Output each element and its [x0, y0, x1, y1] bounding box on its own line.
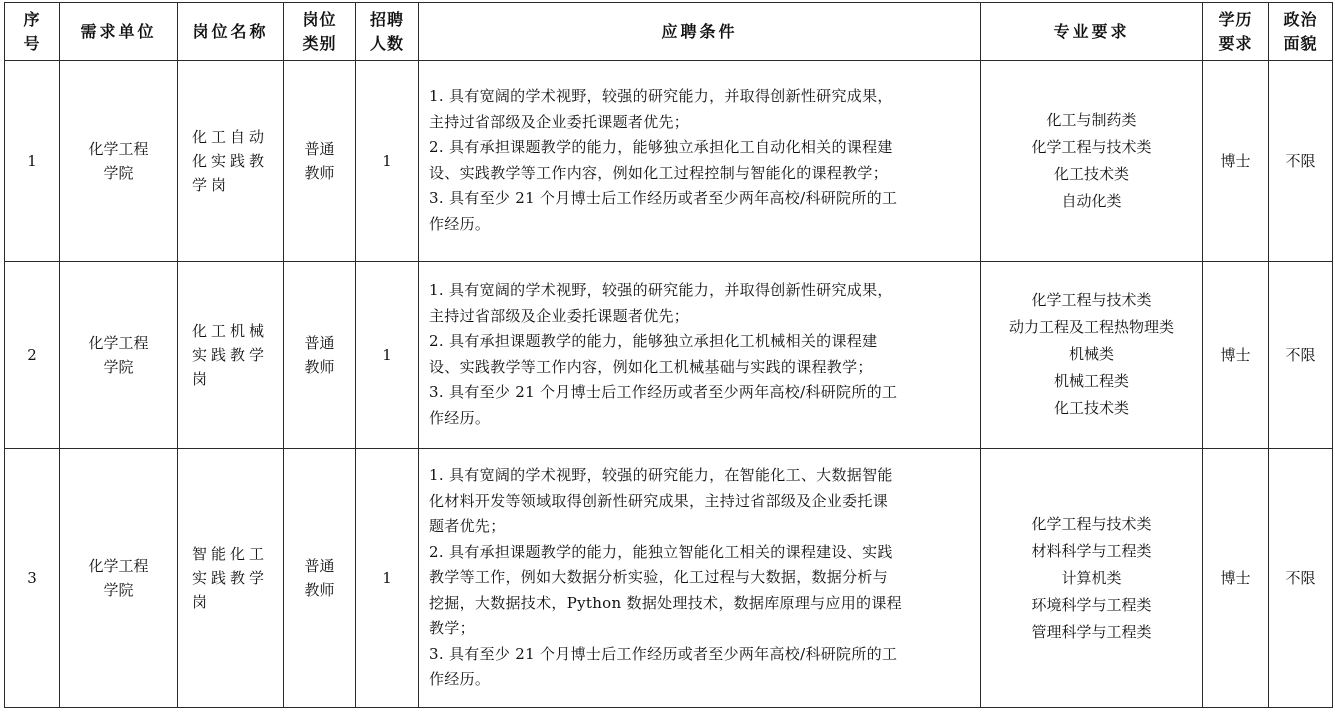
major-item: 化学工程与技术类 — [1031, 291, 1152, 310]
cell-major — [981, 449, 1203, 708]
cell-post-type-line: 教师 — [304, 581, 335, 600]
condition-line: 题者优先； — [429, 517, 506, 536]
condition-line: 2. 具有承担课题教学的能力，能够独立承担化工机械相关的课程建 — [429, 332, 878, 351]
table-row — [5, 61, 1333, 262]
cell-post-name-line: 学岗 — [192, 175, 231, 194]
cell-unit — [60, 261, 178, 449]
cell-conditions — [419, 449, 981, 708]
cell-seq: 3 — [5, 449, 60, 708]
cell-post-name-line: 岗 — [192, 593, 212, 612]
header-conditions: 应聘条件 — [419, 3, 981, 61]
cell-unit-line: 学院 — [103, 581, 134, 600]
condition-line: 主持过省部级及企业委托课题者优先； — [429, 306, 690, 325]
table-row — [5, 449, 1333, 708]
header-politics-line: 政治 — [1283, 9, 1318, 29]
cell-post-type-line: 普通 — [304, 333, 335, 352]
table-row — [5, 261, 1333, 449]
cell-seq: 1 — [5, 61, 60, 262]
cell-education: 博士 — [1203, 61, 1269, 262]
cell-unit — [60, 61, 178, 262]
cell-politics: 不限 — [1269, 261, 1333, 449]
header-unit: 需求单位 — [60, 3, 178, 61]
cell-unit-line: 化学工程 — [88, 557, 149, 576]
condition-line: 2. 具有承担课题教学的能力，能独立智能化工相关的课程建设、实践 — [429, 542, 893, 561]
cell-seq: 2 — [5, 261, 60, 449]
cell-conditions — [419, 261, 981, 449]
condition-line: 教学； — [429, 619, 475, 638]
cell-count: 1 — [356, 261, 419, 449]
condition-line: 3. 具有至少 21 个月博士后工作经历或者至少两年高校/科研院所的工 — [429, 189, 898, 208]
major-item: 化学工程与技术类 — [1031, 137, 1152, 156]
major-item: 计算机类 — [1061, 568, 1122, 587]
major-item: 化工技术类 — [1053, 399, 1129, 418]
cell-post-name-line: 智能化工 — [192, 545, 269, 564]
condition-line: 作经历。 — [429, 408, 491, 427]
major-item: 材料科学与工程类 — [1031, 541, 1152, 560]
recruitment-table-container — [4, 2, 1332, 708]
major-item: 环境科学与工程类 — [1031, 595, 1152, 614]
cell-post-name — [178, 261, 284, 449]
condition-line: 1. 具有宽阔的学术视野，较强的研究能力，并取得创新性研究成果， — [429, 87, 893, 106]
cell-post-name — [178, 61, 284, 262]
cell-post-type — [284, 449, 356, 708]
major-item: 动力工程及工程热物理类 — [1008, 318, 1174, 337]
cell-education: 博士 — [1203, 261, 1269, 449]
header-education-line: 学历 — [1218, 9, 1253, 29]
header-row — [5, 3, 1333, 61]
header-education — [1203, 3, 1269, 61]
major-item: 自动化类 — [1061, 191, 1122, 210]
header-seq-line: 号 — [23, 33, 41, 53]
header-major: 专业要求 — [981, 3, 1203, 61]
cell-education: 博士 — [1203, 449, 1269, 708]
header-count-line: 人数 — [369, 33, 404, 53]
header-post-type — [284, 3, 356, 61]
cell-post-name-line: 实践教学 — [192, 569, 269, 588]
header-education-line: 要求 — [1218, 33, 1253, 53]
condition-line: 2. 具有承担课题教学的能力，能够独立承担化工自动化相关的课程建 — [429, 138, 893, 157]
condition-line: 设、实践教学等工作内容，例如化工过程控制与智能化的课程教学； — [429, 163, 889, 182]
cell-post-name-line: 实践教学 — [192, 345, 269, 364]
major-item: 管理科学与工程类 — [1031, 622, 1152, 641]
cell-count: 1 — [356, 61, 419, 262]
condition-line: 主持过省部级及企业委托课题者优先； — [429, 112, 690, 131]
major-item: 化工技术类 — [1053, 164, 1129, 183]
recruitment-table — [4, 2, 1333, 708]
cell-post-name — [178, 449, 284, 708]
cell-unit-line: 化学工程 — [88, 333, 149, 352]
cell-unit-line: 学院 — [103, 163, 134, 182]
condition-line: 3. 具有至少 21 个月博士后工作经历或者至少两年高校/科研院所的工 — [429, 383, 898, 402]
cell-post-type-line: 普通 — [304, 139, 335, 158]
header-post-type-line: 类别 — [302, 33, 337, 53]
cell-post-type-line: 教师 — [304, 357, 335, 376]
condition-line: 作经历。 — [429, 214, 491, 233]
cell-conditions — [419, 61, 981, 262]
cell-post-type-line: 普通 — [304, 557, 335, 576]
cell-major — [981, 261, 1203, 449]
cell-post-name-line: 化工机械 — [192, 321, 269, 340]
header-count — [356, 3, 419, 61]
cell-post-type — [284, 61, 356, 262]
condition-line: 1. 具有宽阔的学术视野，较强的研究能力，在智能化工、大数据智能 — [429, 466, 893, 485]
major-item: 机械类 — [1068, 345, 1114, 364]
cell-politics: 不限 — [1269, 449, 1333, 708]
condition-line: 3. 具有至少 21 个月博士后工作经历或者至少两年高校/科研院所的工 — [429, 644, 898, 663]
condition-line: 挖掘，大数据技术，Python 数据处理技术，数据库原理与应用的课程 — [429, 593, 902, 612]
major-item: 化学工程与技术类 — [1031, 514, 1152, 533]
header-post-name: 岗位名称 — [178, 3, 284, 61]
cell-count: 1 — [356, 449, 419, 708]
header-seq — [5, 3, 60, 61]
condition-line: 教学等工作，例如大数据分析实验，化工过程与大数据，数据分析与 — [429, 568, 889, 587]
cell-major — [981, 61, 1203, 262]
cell-post-name-line: 岗 — [192, 369, 212, 388]
cell-post-name-line: 化实践教 — [192, 151, 269, 170]
major-item: 机械工程类 — [1053, 372, 1129, 391]
cell-politics: 不限 — [1269, 61, 1333, 262]
condition-line: 1. 具有宽阔的学术视野，较强的研究能力，并取得创新性研究成果， — [429, 281, 893, 300]
condition-line: 作经历。 — [429, 670, 491, 689]
condition-line: 化材料开发等领域取得创新性研究成果，主持过省部级及企业委托课 — [429, 491, 889, 510]
header-politics — [1269, 3, 1333, 61]
header-seq-line: 序 — [23, 9, 41, 29]
cell-post-name-line: 化工自动 — [192, 127, 269, 146]
header-politics-line: 面貌 — [1283, 33, 1318, 53]
condition-line: 设、实践教学等工作内容，例如化工机械基础与实践的课程教学； — [429, 357, 873, 376]
major-item: 化工与制药类 — [1046, 110, 1137, 129]
cell-unit-line: 学院 — [103, 357, 134, 376]
cell-post-type-line: 教师 — [304, 163, 335, 182]
header-post-type-line: 岗位 — [302, 9, 337, 29]
header-count-line: 招聘 — [369, 9, 404, 29]
cell-unit-line: 化学工程 — [88, 139, 149, 158]
cell-unit — [60, 449, 178, 708]
cell-post-type — [284, 261, 356, 449]
